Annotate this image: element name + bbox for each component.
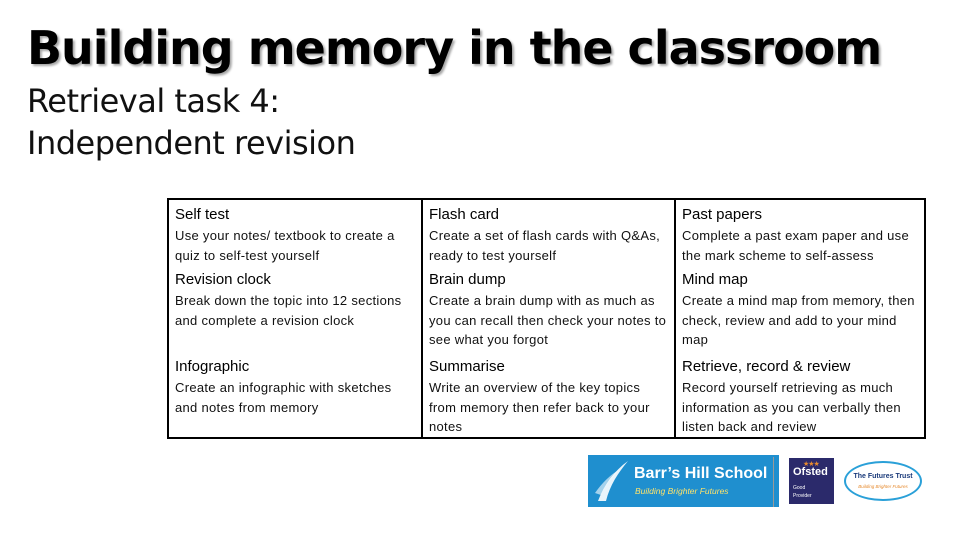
- ofsted-logo: [789, 458, 834, 504]
- task-cell-self-test: [169, 200, 421, 265]
- task-cell-mind-map: [674, 265, 924, 352]
- subtitle-line-1: Retrieval task 4:: [27, 82, 280, 120]
- ofsted-rating: Good: [793, 485, 806, 491]
- ofsted-stars-icon: ★★★: [803, 460, 819, 468]
- task-description: Create an infographic with sketches and notes from memory: [175, 380, 392, 415]
- school-name: Barr’s Hill School: [634, 465, 768, 482]
- task-cell-past-papers: [674, 200, 924, 265]
- school-tagline: Building Brighter Futures: [635, 486, 729, 496]
- task-description: Record yourself retrieving as much information as you can verbally then listen back and review: [682, 380, 901, 434]
- task-description: Use your notes/ textbook to create a quiz to self-test yourself: [175, 228, 395, 263]
- task-title: Revision clock: [175, 271, 271, 288]
- task-description: Create a mind map from memory, then check, review and add to your mind map: [682, 293, 915, 347]
- ofsted-name: Ofsted: [793, 466, 828, 478]
- task-description: Create a brain dump with as much as you can recall then check your notes to see what you forgot: [429, 293, 667, 347]
- task-title: Retrieve, record & review: [682, 358, 851, 375]
- slide-subtitle: [27, 80, 355, 164]
- subtitle-line-2: Independent revision: [27, 124, 356, 162]
- school-swoosh-icon: [594, 459, 630, 503]
- task-cell-summarise: [421, 352, 674, 437]
- task-title: Mind map: [682, 271, 748, 288]
- task-title: Flash card: [429, 206, 500, 223]
- task-description: Create a set of flash cards with Q&As, ready to test yourself: [429, 228, 661, 263]
- task-title: Self test: [175, 206, 230, 223]
- task-cell-brain-dump: [421, 265, 674, 352]
- trust-logo: [844, 461, 922, 501]
- task-title: Past papers: [682, 206, 763, 223]
- task-cell-flash-card: [421, 200, 674, 265]
- logo-strip: [588, 455, 926, 507]
- slide-title: Building memory in the classroom: [27, 21, 882, 75]
- task-cell-infographic: [169, 352, 421, 437]
- trust-tagline: Building Brighter Futures: [858, 484, 908, 489]
- task-title: Brain dump: [429, 271, 506, 288]
- task-title: Summarise: [429, 358, 505, 375]
- logo-divider: [773, 457, 774, 507]
- revision-task-grid: [167, 198, 926, 439]
- task-cell-revision-clock: [169, 265, 421, 352]
- trust-name: The Futures Trust: [853, 473, 913, 480]
- task-cell-retrieve-record-review: [674, 352, 924, 437]
- ofsted-rating-label: Provider: [793, 493, 812, 499]
- task-description: Complete a past exam paper and use the mark scheme to self-assess: [682, 228, 909, 263]
- task-title: Infographic: [175, 358, 250, 375]
- task-description: Break down the topic into 12 sections and complete a revision clock: [175, 293, 402, 328]
- school-logo: [588, 455, 779, 507]
- task-description: Write an overview of the key topics from memory then refer back to your notes: [429, 380, 650, 434]
